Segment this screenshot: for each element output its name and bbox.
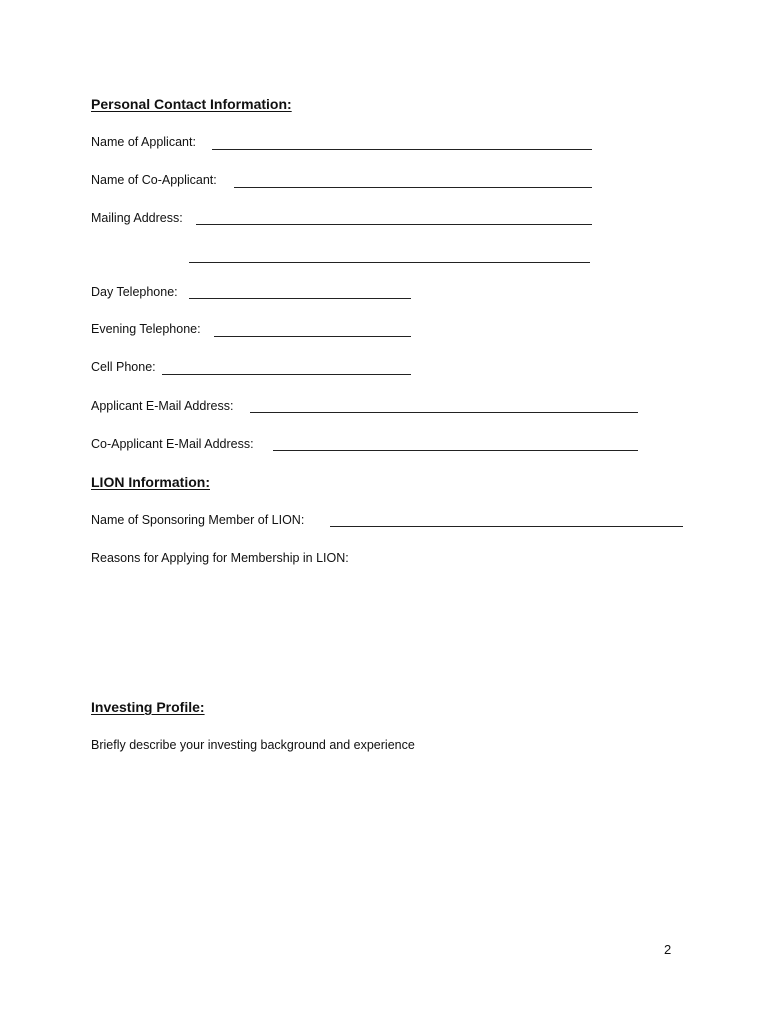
lion-information-heading: LION Information: — [91, 474, 210, 490]
co-applicant-name-label: Name of Co-Applicant: — [91, 173, 217, 187]
mailing-address-field-line-2[interactable] — [189, 262, 590, 263]
day-telephone-label: Day Telephone: — [91, 285, 178, 299]
co-applicant-email-label: Co-Applicant E-Mail Address: — [91, 437, 254, 451]
day-telephone-field[interactable] — [189, 298, 411, 299]
mailing-address-label: Mailing Address: — [91, 211, 183, 225]
page-number: 2 — [664, 942, 672, 957]
cell-phone-field[interactable] — [162, 374, 411, 375]
personal-contact-heading: Personal Contact Information: — [91, 96, 292, 112]
applicant-name-field[interactable] — [212, 149, 592, 150]
co-applicant-email-field[interactable] — [273, 450, 638, 451]
cell-phone-label: Cell Phone: — [91, 360, 156, 374]
reasons-label: Reasons for Applying for Membership in LION: — [91, 551, 349, 565]
sponsoring-member-label: Name of Sponsoring Member of LION: — [91, 513, 305, 527]
applicant-email-field[interactable] — [250, 412, 638, 413]
sponsoring-member-field[interactable] — [330, 526, 683, 527]
evening-telephone-field[interactable] — [214, 336, 411, 337]
investing-profile-heading: Investing Profile: — [91, 699, 205, 715]
co-applicant-name-field[interactable] — [234, 187, 592, 188]
applicant-email-label: Applicant E-Mail Address: — [91, 399, 234, 413]
mailing-address-field-line-1[interactable] — [196, 224, 592, 225]
investing-background-prompt: Briefly describe your investing background and experience — [91, 738, 415, 752]
evening-telephone-label: Evening Telephone: — [91, 322, 201, 336]
applicant-name-label: Name of Applicant: — [91, 135, 196, 149]
